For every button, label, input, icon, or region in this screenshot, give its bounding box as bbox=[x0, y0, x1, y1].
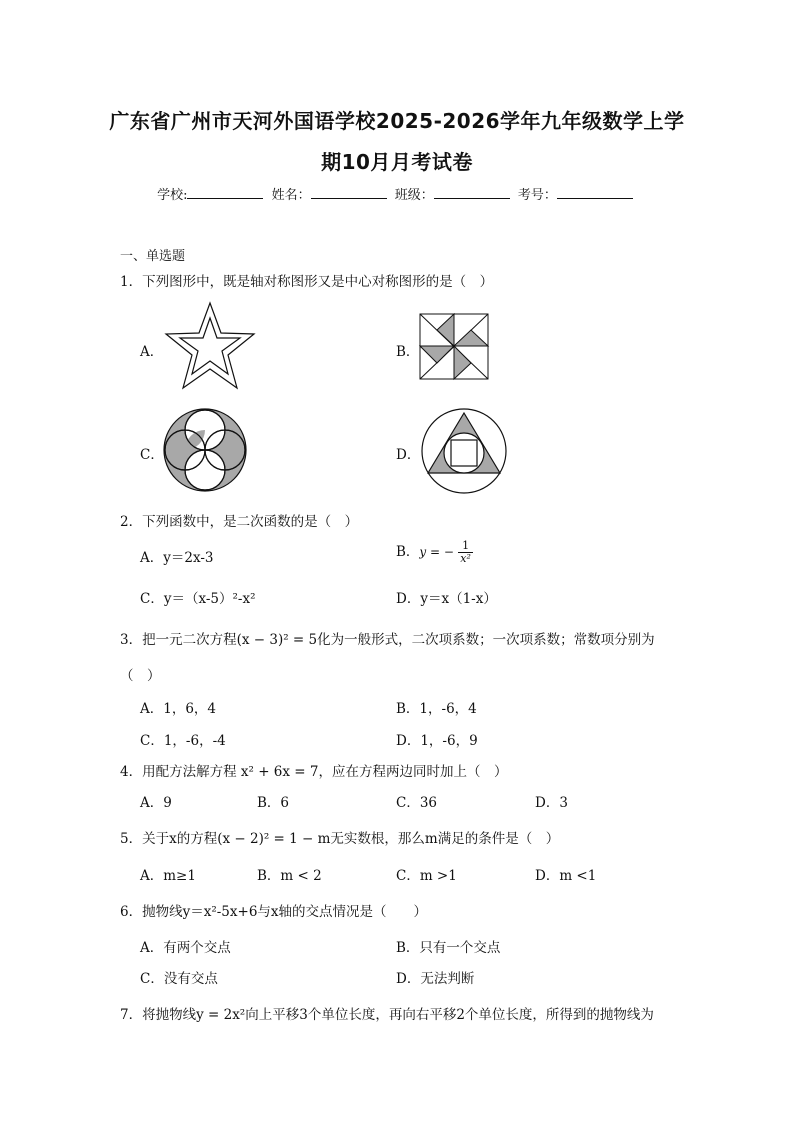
q7-stem: 7．将抛物线y = 2x²向上平移3个单位长度，再向右平移2个单位长度，所得到的抛物线为 bbox=[120, 1007, 654, 1023]
q5-option-b[interactable]: B．m < 2 bbox=[257, 868, 322, 884]
q2-option-a[interactable]: A．y＝2x-3 bbox=[140, 550, 214, 566]
name-blank[interactable] bbox=[311, 186, 387, 199]
info-line bbox=[0, 184, 794, 203]
q6-option-c[interactable]: C．没有交点 bbox=[140, 971, 218, 987]
q5-stem: 5．关于x的方程(x − 2)² = 1 − m无实数根，那么m满足的条件是（ ） bbox=[120, 831, 560, 847]
q2-stem: 2．下列函数中，是二次函数的是（ ） bbox=[120, 514, 359, 530]
q1-option-a[interactable]: A． bbox=[140, 344, 164, 360]
class-label: 班级： bbox=[394, 188, 434, 203]
q5-option-d[interactable]: D．m <1 bbox=[535, 868, 597, 884]
q2-option-d[interactable]: D．y＝x（1-x） bbox=[396, 591, 497, 607]
title-line-1: 广东省广州市天河外国语学校2025-2026学年九年级数学上学 bbox=[109, 109, 685, 133]
q6-option-d[interactable]: D．无法判断 bbox=[396, 971, 475, 987]
q5-option-a[interactable]: A．m≥1 bbox=[140, 868, 196, 884]
q2-option-b-fraction bbox=[458, 540, 473, 565]
q6-option-b[interactable]: B．只有一个交点 bbox=[396, 940, 501, 956]
q3-option-d[interactable]: D．1，-6，9 bbox=[396, 733, 478, 749]
number-label: 考号： bbox=[517, 188, 557, 203]
figure-a-star bbox=[162, 300, 258, 392]
q3-option-c[interactable]: C．1，-6，-4 bbox=[140, 733, 226, 749]
q5-option-c[interactable]: C．m >1 bbox=[396, 868, 457, 884]
q1-option-b[interactable]: B． bbox=[396, 344, 420, 360]
q4-option-d[interactable]: D．3 bbox=[535, 795, 568, 811]
title-line-2: 期10月月考试卷 bbox=[321, 150, 473, 174]
figure-b-pinwheel bbox=[419, 313, 491, 381]
q2-option-b-label: B． bbox=[396, 544, 420, 560]
q1-stem: 1．下列图形中，既是轴对称图形又是中心对称图形的是（ ） bbox=[120, 274, 494, 290]
section-heading: 一、单选题 bbox=[120, 249, 186, 264]
number-blank[interactable] bbox=[557, 186, 633, 199]
q4-option-a[interactable]: A．9 bbox=[140, 795, 172, 811]
school-blank[interactable] bbox=[187, 186, 263, 199]
q2-option-b-lhs: y = − bbox=[419, 545, 454, 559]
q1-option-d[interactable]: D． bbox=[396, 447, 421, 463]
q2-option-b[interactable] bbox=[396, 540, 473, 565]
q6-option-a[interactable]: A．有两个交点 bbox=[140, 940, 231, 956]
q3-stem-line-1: 3．把一元二次方程(x − 3)² = 5化为一般形式，二次项系数；一次项系数；常数项分别为 bbox=[120, 632, 655, 648]
q4-option-c[interactable]: C．36 bbox=[396, 795, 438, 811]
q1-option-c[interactable]: C． bbox=[140, 447, 164, 463]
q4-stem: 4．用配方法解方程 x² + 6x = 7，应在方程两边同时加上（ ） bbox=[120, 764, 508, 780]
q2-b-denominator: x² bbox=[460, 552, 471, 565]
q3-option-b[interactable]: B．1，-6，4 bbox=[396, 701, 477, 717]
name-label: 姓名： bbox=[271, 188, 311, 203]
school-label: 学校: bbox=[157, 188, 188, 203]
q3-option-a[interactable]: A．1，6，4 bbox=[140, 701, 217, 717]
q4-option-b[interactable]: B．6 bbox=[257, 795, 290, 811]
q3-stem-line-2: （ ） bbox=[120, 668, 161, 684]
class-blank[interactable] bbox=[434, 186, 510, 199]
figure-d-triangle-circle bbox=[420, 407, 508, 495]
q6-stem: 6．抛物线y＝x²-5x+6与x轴的交点情况是（ ） bbox=[120, 904, 428, 920]
figure-c-circles bbox=[162, 407, 248, 493]
q2-option-c[interactable]: C．y＝（x-5）²-x² bbox=[140, 591, 256, 607]
q2-b-numerator: 1 bbox=[458, 540, 473, 553]
